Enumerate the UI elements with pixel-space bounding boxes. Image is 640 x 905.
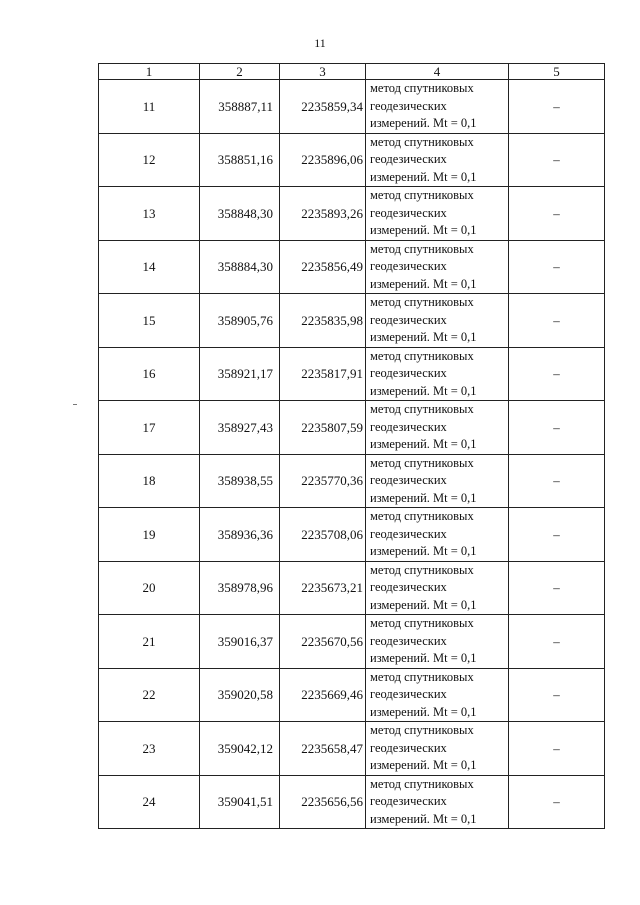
header-cell-3: 3 [280,64,366,80]
x-coordinate-cell: 359016,37 [200,615,280,669]
point-number-cell: 22 [99,668,200,722]
y-coordinate-cell: 2235896,06 [280,133,366,187]
method-line: метод спутниковых [370,776,474,791]
point-number-cell: 19 [99,508,200,562]
y-coordinate-cell: 2235807,59 [280,401,366,455]
note-cell: – [509,775,605,829]
method-line: геодезических [370,366,447,380]
method-line: измерений. Mt = 0,1 [370,223,477,237]
method-line: геодезических [370,794,447,808]
method-line: метод спутниковых [370,241,474,256]
note-cell: – [509,133,605,187]
table-row [99,454,605,508]
method-line: метод спутниковых [370,295,474,309]
method-line: геодезических [370,259,447,273]
method-line: метод спутниковых [370,455,474,470]
y-coordinate-cell: 2235770,36 [280,454,366,508]
table-row [99,668,605,722]
method-line: геодезических [370,152,447,166]
method-line: метод спутниковых [370,81,474,95]
table-row [99,615,605,669]
x-coordinate-cell: 358851,16 [200,133,280,187]
method-cell [366,722,509,776]
method-line: метод спутниковых [370,723,474,737]
point-number-cell: 18 [99,454,200,508]
method-line: измерений. Mt = 0,1 [370,544,477,558]
method-line: измерений. Mt = 0,1 [370,597,477,612]
method-line: геодезических [370,633,447,648]
header-cell-5: 5 [509,64,605,80]
header-cell-1: 1 [99,64,200,80]
table-row [99,187,605,241]
point-number-cell: 20 [99,561,200,615]
page-number: 11 [314,36,326,50]
method-line: измерений. Mt = 0,1 [370,651,477,665]
note-cell: – [509,668,605,722]
y-coordinate-cell: 2235656,56 [280,775,366,829]
method-line: измерений. Mt = 0,1 [370,437,477,451]
method-cell [366,775,509,829]
method-cell [366,668,509,722]
method-line: геодезических [370,473,447,487]
method-cell [366,347,509,401]
table-row [99,80,605,134]
method-line: метод спутниковых [370,402,474,416]
point-number-cell: 23 [99,722,200,776]
method-line: геодезических [370,526,447,541]
x-coordinate-cell: 359041,51 [200,775,280,829]
method-line: метод спутниковых [370,562,474,577]
x-coordinate-cell: 359042,12 [200,722,280,776]
method-cell [366,508,509,562]
point-number-cell: 12 [99,133,200,187]
note-cell: – [509,561,605,615]
point-number-cell: 15 [99,294,200,348]
y-coordinate-cell: 2235670,56 [280,615,366,669]
note-cell: – [509,454,605,508]
method-line: метод спутниковых [370,348,474,363]
y-coordinate-cell: 2235673,21 [280,561,366,615]
x-coordinate-cell: 358927,43 [200,401,280,455]
point-number-cell: 14 [99,240,200,294]
x-coordinate-cell: 358884,30 [200,240,280,294]
header-row [99,64,605,80]
note-cell: – [509,294,605,348]
method-line: измерений. Mt = 0,1 [370,276,477,291]
point-number-cell: 24 [99,775,200,829]
method-line: измерений. Mt = 0,1 [370,330,477,344]
table-row [99,240,605,294]
x-coordinate-cell: 358921,17 [200,347,280,401]
method-cell [366,133,509,187]
note-cell: – [509,508,605,562]
point-number-cell: 11 [99,80,200,134]
point-number-cell: 21 [99,615,200,669]
y-coordinate-cell: 2235893,26 [280,187,366,241]
table-row [99,401,605,455]
method-line: геодезических [370,205,447,220]
method-line: измерений. Mt = 0,1 [370,169,477,184]
method-line: измерений. Mt = 0,1 [370,758,477,772]
note-cell: – [509,80,605,134]
method-line: геодезических [370,98,447,113]
note-cell: – [509,401,605,455]
method-cell [366,615,509,669]
header-cell-2: 2 [200,64,280,80]
table-row [99,775,605,829]
note-cell: – [509,347,605,401]
y-coordinate-cell: 2235856,49 [280,240,366,294]
table-row [99,561,605,615]
coordinates-table [98,63,605,829]
note-cell: – [509,722,605,776]
note-cell: – [509,615,605,669]
x-coordinate-cell: 359020,58 [200,668,280,722]
method-line: геодезических [370,419,447,434]
method-cell [366,80,509,134]
method-line: метод спутниковых [370,616,474,630]
method-line: геодезических [370,740,447,755]
method-line: измерений. Mt = 0,1 [370,490,477,505]
method-line: измерений. Mt = 0,1 [370,116,477,130]
table-row [99,347,605,401]
table-body [99,64,605,829]
method-line: геодезических [370,687,447,701]
note-cell: – [509,240,605,294]
table-row [99,508,605,562]
scan-mark [73,404,77,405]
x-coordinate-cell: 358938,55 [200,454,280,508]
method-cell [366,294,509,348]
table-row [99,133,605,187]
x-coordinate-cell: 358887,11 [200,80,280,134]
method-line: метод спутниковых [370,509,474,523]
method-line: геодезических [370,312,447,327]
y-coordinate-cell: 2235658,47 [280,722,366,776]
method-line: метод спутниковых [370,188,474,202]
method-cell [366,240,509,294]
y-coordinate-cell: 2235835,98 [280,294,366,348]
method-line: измерений. Mt = 0,1 [370,704,477,719]
y-coordinate-cell: 2235859,34 [280,80,366,134]
method-line: метод спутниковых [370,669,474,684]
y-coordinate-cell: 2235817,91 [280,347,366,401]
x-coordinate-cell: 358905,76 [200,294,280,348]
method-line: измерений. Mt = 0,1 [370,811,477,826]
x-coordinate-cell: 358978,96 [200,561,280,615]
y-coordinate-cell: 2235669,46 [280,668,366,722]
method-cell [366,561,509,615]
table-row [99,294,605,348]
method-line: геодезических [370,580,447,594]
y-coordinate-cell: 2235708,06 [280,508,366,562]
x-coordinate-cell: 358848,30 [200,187,280,241]
point-number-cell: 17 [99,401,200,455]
method-line: измерений. Mt = 0,1 [370,383,477,398]
method-line: метод спутниковых [370,134,474,149]
table-row [99,722,605,776]
method-cell [366,401,509,455]
method-cell [366,187,509,241]
header-cell-4: 4 [366,64,509,80]
point-number-cell: 13 [99,187,200,241]
x-coordinate-cell: 358936,36 [200,508,280,562]
point-number-cell: 16 [99,347,200,401]
note-cell: – [509,187,605,241]
method-cell [366,454,509,508]
